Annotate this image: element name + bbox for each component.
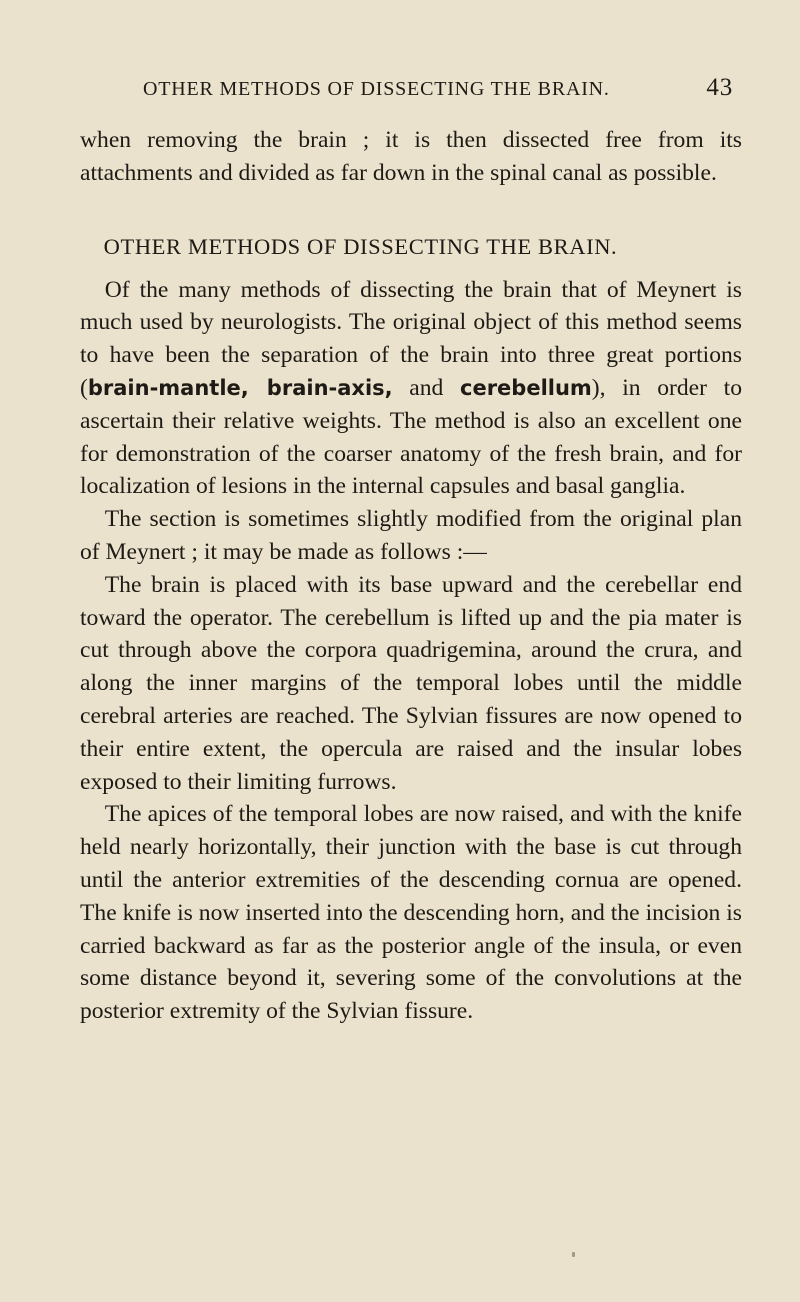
paragraph-meynert-method [80,274,742,504]
continued-paragraph: when removing the brain ; it is then dissected free from its attachments and divided as far down in the spinal canal as possible. [80,127,742,186]
paragraph-text: and [392,374,460,401]
bold-term-cerebellum: cerebellum [460,375,592,400]
paragraph-text: Of the many methods of dissecting the brain that of Meynert is much used by neurologists. The original object of this method seems to have been the separation of the brain into three great portions ( [80,276,742,401]
running-head [143,74,733,106]
paragraph-brain-placement: The brain is placed with its base upward and the cerebellar end toward the operator. The cerebellum is lifted up and the pia mater is cut through above the corpora quadrigemina, around the crura, and along the inner margins of the temporal lobes until the middle cerebral arteries are reached. The Sylvian fissures are now opened to their entire extent, the opercula are raised and the insular lobes exposed to their limiting furrows. [80,571,742,795]
page-body [80,124,742,1028]
paragraph-temporal-apices: The apices of the temporal lobes are now raised, and with the knife held nearly horizontally, their junction with the base is cut through until the anterior extremities of the descending cornua are opened. The knife is now inserted into the descending horn, and the incision is carried backward as far as the posterior angle of the insula, or even some distance beyond it, severing some of the convolutions at the posterior extremity of the Sylvian fissure. [80,801,742,1025]
paragraph-text: ), in order to ascertain their relative weights. The method is also an excellent one for demonstration of the coarser anatomy of the fresh brain, and for localization of lesions in the internal capsules and basal ganglia. [80,374,742,500]
section-heading: OTHER METHODS OF DISSECTING THE BRAIN. [103,233,618,259]
page-number: 43 [706,74,733,101]
paragraph-section-modified: The section is sometimes slightly modified from the original plan of Meynert ; it may be made as follows :— [80,506,742,565]
bold-term-brain-mantle-axis: brain-mantle, brain-axis, [87,375,393,400]
paper-fleck [572,1252,575,1257]
running-head-title: OTHER METHODS OF DISSECTING THE BRAIN. [143,78,610,100]
